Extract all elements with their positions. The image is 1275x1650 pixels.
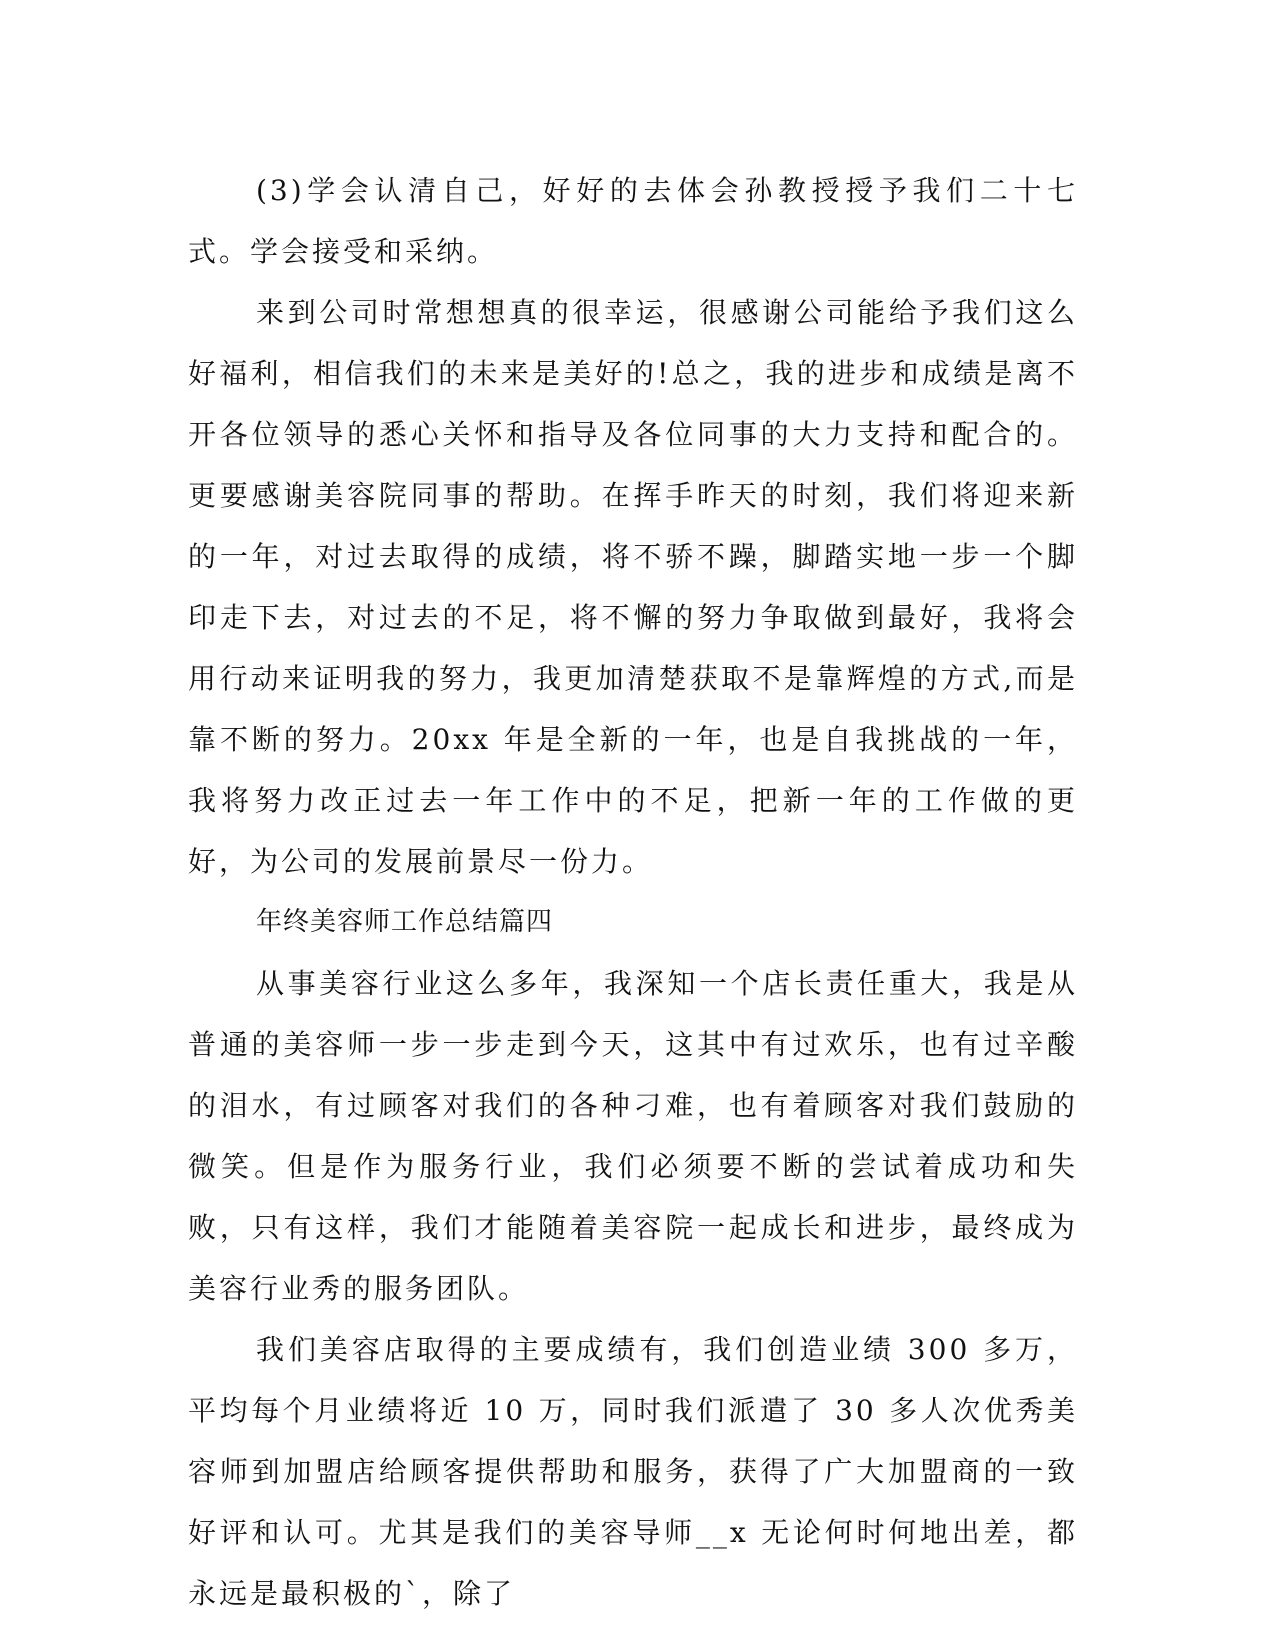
section-title: 年终美容师工作总结篇四 — [256, 907, 554, 937]
paragraph-achievements: 我们美容店取得的主要成绩有，我们创造业绩 300 多万，平均每个月业绩将近 10 万，同时我们派遣了 30 多人次优秀美容师到加盟店给顾客提供帮助和服务，获得了广大加盟商的一致好评和认可。尤其是我们的美容导师__x 无论何时何地出差，都永远是最积极的`，除了 — [188, 1333, 1078, 1610]
paragraph-experience: 从事美容行业这么多年，我深知一个店长责任重大，我是从普通的美容师一步一步走到今天，这其中有过欢乐，也有过辛酸的泪水，有过顾客对我们的各种刁难，也有着顾客对我们鼓励的微笑。但是作为服务行业，我们必须要不断的尝试着成功和失败，只有这样，我们才能随着美容院一起成长和进步，最终成为美容行业秀的服务团队。 — [188, 967, 1078, 1305]
document-body — [188, 160, 1078, 1624]
paragraph-gratitude: 来到公司时常想想真的很幸运，很感谢公司能给予我们这么好福利，相信我们的未来是美好的!总之，我的进步和成绩是离不开各位领导的悉心关怀和指导及各位同事的大力支持和配合的。更要感谢美容院同事的帮助。在挥手昨天的时刻，我们将迎来新的一年，对过去取得的成绩，将不骄不躁，脚踏实地一步一个脚印走下去，对过去的不足，将不懈的努力争取做到最好，我将会用行动来证明我的努力，我更加清楚获取不是靠辉煌的方式,而是靠不断的努力。20xx 年是全新的一年，也是自我挑战的一年，我将努力改正过去一年工作中的不足，把新一年的工作做的更好，为公司的发展前景尽一份力。 — [188, 296, 1078, 878]
paragraph-item-3: (3)学会认清自己，好好的去体会孙教授授予我们二十七式。学会接受和采纳。 — [188, 174, 1078, 268]
